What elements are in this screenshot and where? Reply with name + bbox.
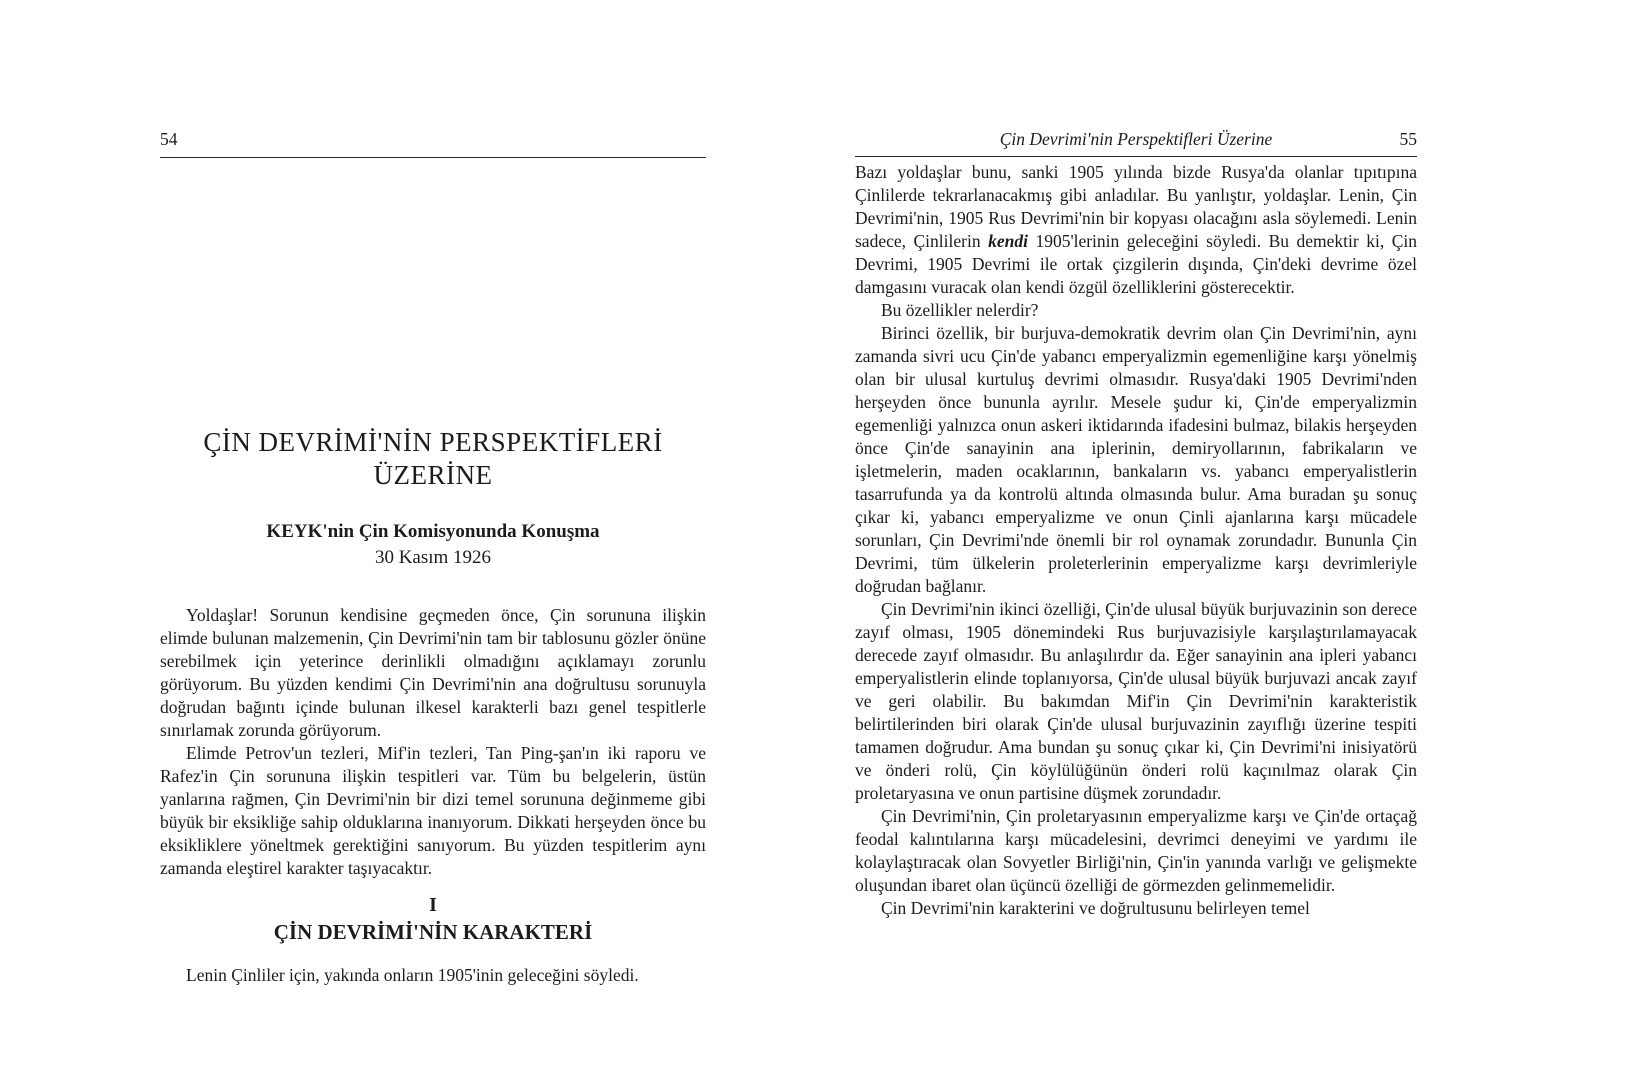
page-right-body [855, 161, 1417, 920]
paragraph: Çin Devrimi'nin karakterini ve doğrultusunu belirleyen temel [881, 898, 1310, 918]
section-heading [160, 892, 706, 946]
section-title: ÇİN DEVRİMİ'NİN KARAKTERİ [273, 920, 593, 944]
page-left-body [160, 604, 706, 987]
page-number-left: 54 [160, 129, 178, 149]
header-rule-right [855, 156, 1417, 157]
page-left [160, 0, 706, 1091]
paragraph: Çin Devrimi'nin ikinci özelliği, Çin'de ulusal büyük burjuvazinin son derece zayıf olması, 1905 dönemindeki Rus burjuvazisiyle karşılaştırılamayacak derecede zayıf olmasıdır. Bu anlaşılırdır da. Eğer sanayinin ana ipleri yabancı emperyalistlerin elinde toplanıyorsa, Çin'de ulusal büyük burjuvazi ancak zayıf ve geri olabilir. Bu bakımdan Mif'in Çin Devrimi'nin karakteristik belirtilerinden biri olarak Çin'de ulusal burjuvazinin zayıflığı üzerine tespiti tamamen doğrudur. Ama bundan şu sonuç çıkar ki, Çin Devrimi'ni inisiyatörü ve önderi rolü, Çin köylülüğünün önderi rolü kaçınılmaz olarak Çin proletaryasına ve onun partisine düşmek zorundadır. [855, 599, 1417, 803]
page-left-header [160, 129, 706, 150]
chapter-title: ÇİN DEVRİMİ'NİN PERSPEKTİFLERİ ÜZERİNE [203, 427, 663, 490]
emphasis-text: kendi [988, 231, 1028, 251]
header-rule-left [160, 157, 706, 158]
paragraph [855, 161, 1417, 299]
chapter-title-block [160, 426, 706, 569]
paragraph: Birinci özellik, bir burjuva-demokratik devrim olan Çin Devrimi'nin, aynı zamanda sivri ucu Çin'de yabancı emperyalizmin egemenliğine karşı yönelmiş olan bir ulusal kurtuluş devrimi olmasıdır. Rusya'daki 1905 Devrimi'nden herşeyden önce bununla ayrılır. Mesele şudur ki, Çin'de emperyalizmin egemenliği yalnızca onun askeri iktidarında ifadesini bulmaz, bilakis herşeyden önce Çin'de sanayinin ana iplerinin, demiryollarının, fabrikaların ve işletmelerin, maden ocaklarının, bankaların vs. yabancı emperyalistlerin tasarrufunda ya da kontrolü altında olmasında bulur. Ama buradan şu sonuç çıkar ki, yabancı emperyalizme ve onun Çinli ajanlarına karşı mücadele sorunları, Çin Devrimi'nde önemli bir rol oynamak zorundadır. Bununla Çin Devrimi, tüm ülkelerin proleterlerinin emperyalizme karşı devrimleriyle doğrudan bağlanır. [855, 323, 1417, 596]
paragraph: Çin Devrimi'nin, Çin proletaryasının emperyalizme karşı ve Çin'de ortaçağ feodal kalıntılarına karşı mücadelesini, devrimci deneyimi ve yardımı ile kolaylaştıracak olan Sovyetler Birliği'nin, Çin'in yanında varlığı ve gelişmekte oluşundan ibaret olan üçüncü özelliği de görmezden gelinmemelidir. [855, 806, 1417, 895]
section-number: I [429, 894, 437, 916]
running-header: Çin Devrimi'nin Perspektifleri Üzerine [999, 129, 1273, 149]
page-right [855, 0, 1417, 1091]
chapter-subtitle: KEYK'nin Çin Komisyonunda Konuşma [266, 521, 600, 542]
page-number-right: 55 [1399, 129, 1417, 149]
chapter-date: 30 Kasım 1926 [374, 547, 492, 568]
paragraph: Bu özellikler nelerdir? [881, 300, 1039, 320]
paragraph: Lenin Çinliler için, yakında onların 1905'inin geleceğini söyledi. [186, 965, 639, 985]
paragraph-text: Bazı yoldaşlar bunu, sanki 1905 yılında bizde Rusya'da olanlar tıpıtıpına Çinlilerde tekrarlanacakmış gibi anladılar. Bu yanlıştır, yoldaşlar. Lenin, Çin Devrimi'nin, 1905 Rus Devrimi'nin bir kopyası olacağını asla söylemedi. Lenin sadece, Çinlilerin [855, 162, 1417, 251]
page-right-header [855, 129, 1417, 150]
paragraph-text: 1905'lerinin geleceğini söyledi. Bu demektir ki, Çin Devrimi, 1905 Devrimi ile ortak çizgilerin dışında, Çin'deki devrime özel damgasını vuracak olan kendi özgül özelliklerini gösterecektir. [855, 231, 1417, 297]
paragraph: Elimde Petrov'un tezleri, Mif'in tezleri, Tan Ping-şan'ın iki raporu ve Rafez'in Çin sorununa ilişkin tespitleri var. Tüm bu belgelerin, üstün yanlarına rağmen, Çin Devrimi'nin bir dizi temel sorununa değinmeme gibi büyük bir eksikliğe sahip olduklarına inanıyorum. Dikkati herşeyden önce bu eksikliklere yöneltmek gerektiğini sanıyorum. Bu yüzden tespitlerim aynı zamanda eleştirel karakter taşıyacaktır. [160, 743, 706, 878]
paragraph: Yoldaşlar! Sorunun kendisine geçmeden önce, Çin sorununa ilişkin elimde bulunan malzemenin, Çin Devrimi'nin tam bir tablosunu gözler önüne serebilmek için yeterince derinlikli olmadığını açıklamayı zorunlu görüyorum. Bu yüzden kendimi Çin Devrimi'nin ana doğrultusu sorunuyla doğrudan bağıntı içinde bulunan ilkesel karakterli bazı genel tespitlerle sınırlamak zorunda görüyorum. [160, 605, 706, 740]
